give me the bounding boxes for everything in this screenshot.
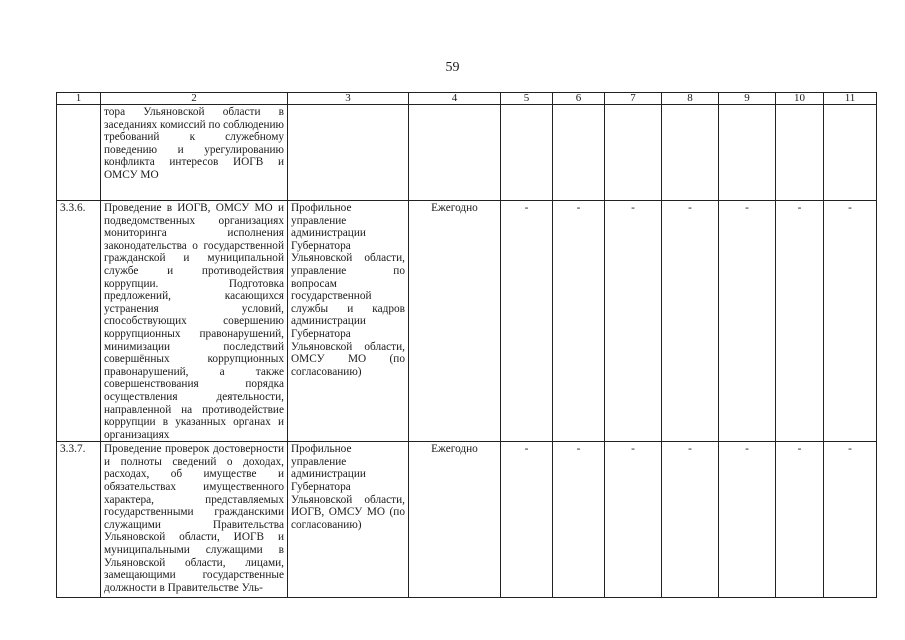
value-cell: - <box>605 442 662 598</box>
value-cell: - <box>719 442 776 598</box>
table-row <box>57 442 877 598</box>
executor-text <box>288 105 409 201</box>
value-cell: - <box>553 442 605 598</box>
value-cell: - <box>824 442 877 598</box>
value-cell <box>501 105 553 201</box>
column-header: 11 <box>824 93 877 105</box>
value-cell: - <box>662 442 719 598</box>
value-cell <box>553 105 605 201</box>
executor-text: Профильное управление администрации Губернатора Ульяновской области, управление по вопросам государственной службы и кадров администрации Губернатора Ульяновской области, ОМСУ МО (по согласованию) <box>288 201 409 442</box>
page-number: 59 <box>445 60 460 75</box>
column-header: 7 <box>605 93 662 105</box>
column-header: 2 <box>101 93 288 105</box>
measure-text: тора Ульяновской области в заседаниях комиссий по соблюдению требований к служебному поведению и урегулированию конфликта интересов ИОГВ и ОМСУ МО <box>101 105 288 201</box>
term-cell: Ежегодно <box>409 442 501 598</box>
value-cell: - <box>776 442 824 598</box>
value-cell <box>719 105 776 201</box>
item-number: 3.3.7. <box>57 442 101 598</box>
value-cell: - <box>501 442 553 598</box>
value-cell <box>605 105 662 201</box>
value-cell: - <box>605 201 662 442</box>
value-cell: - <box>824 201 877 442</box>
item-number <box>57 105 101 201</box>
table-row <box>57 105 877 201</box>
value-cell: - <box>662 201 719 442</box>
item-number: 3.3.6. <box>57 201 101 442</box>
executor-text: Профильное управление администрации Губернатора Ульяновской области, ИОГВ, ОМСУ МО (по согласованию) <box>288 442 409 598</box>
column-header: 5 <box>501 93 553 105</box>
value-cell <box>776 105 824 201</box>
value-cell: - <box>776 201 824 442</box>
column-header: 4 <box>409 93 501 105</box>
term-cell: Ежегодно <box>409 201 501 442</box>
plan-table <box>56 92 877 598</box>
measure-text: Проведение в ИОГВ, ОМСУ МО и подведомственных организациях мониторинга исполнения законодательства о государственной гражданской и муниципальной службе и противодействия коррупции. Подготовка предложений, касающихся устранения условий, способствующих совершению коррупционных правонарушений, минимизации последствий совершённых коррупционных правонарушений, а также совершенствования порядка осуществления деятельности, направленной на противодействие коррупции в указанных органах и организациях <box>101 201 288 442</box>
value-cell <box>662 105 719 201</box>
column-header: 3 <box>288 93 409 105</box>
column-header: 1 <box>57 93 101 105</box>
column-header: 9 <box>719 93 776 105</box>
term-cell <box>409 105 501 201</box>
value-cell: - <box>719 201 776 442</box>
table-row <box>57 201 877 442</box>
value-cell: - <box>553 201 605 442</box>
measure-text: Проведение проверок достоверности и полноты сведений о доходах, расходах, об имуществе и обязательствах имущественного характера, представляемых государственными гражданскими служащими Правительства Ульяновской области, ИОГВ и муниципальными служащими в Ульяновской области, лицами, замещающими государственные должности в Правительстве Уль- <box>101 442 288 598</box>
column-header-row <box>57 93 877 105</box>
column-header: 8 <box>662 93 719 105</box>
column-header: 6 <box>553 93 605 105</box>
column-header: 10 <box>776 93 824 105</box>
value-cell: - <box>501 201 553 442</box>
value-cell <box>824 105 877 201</box>
